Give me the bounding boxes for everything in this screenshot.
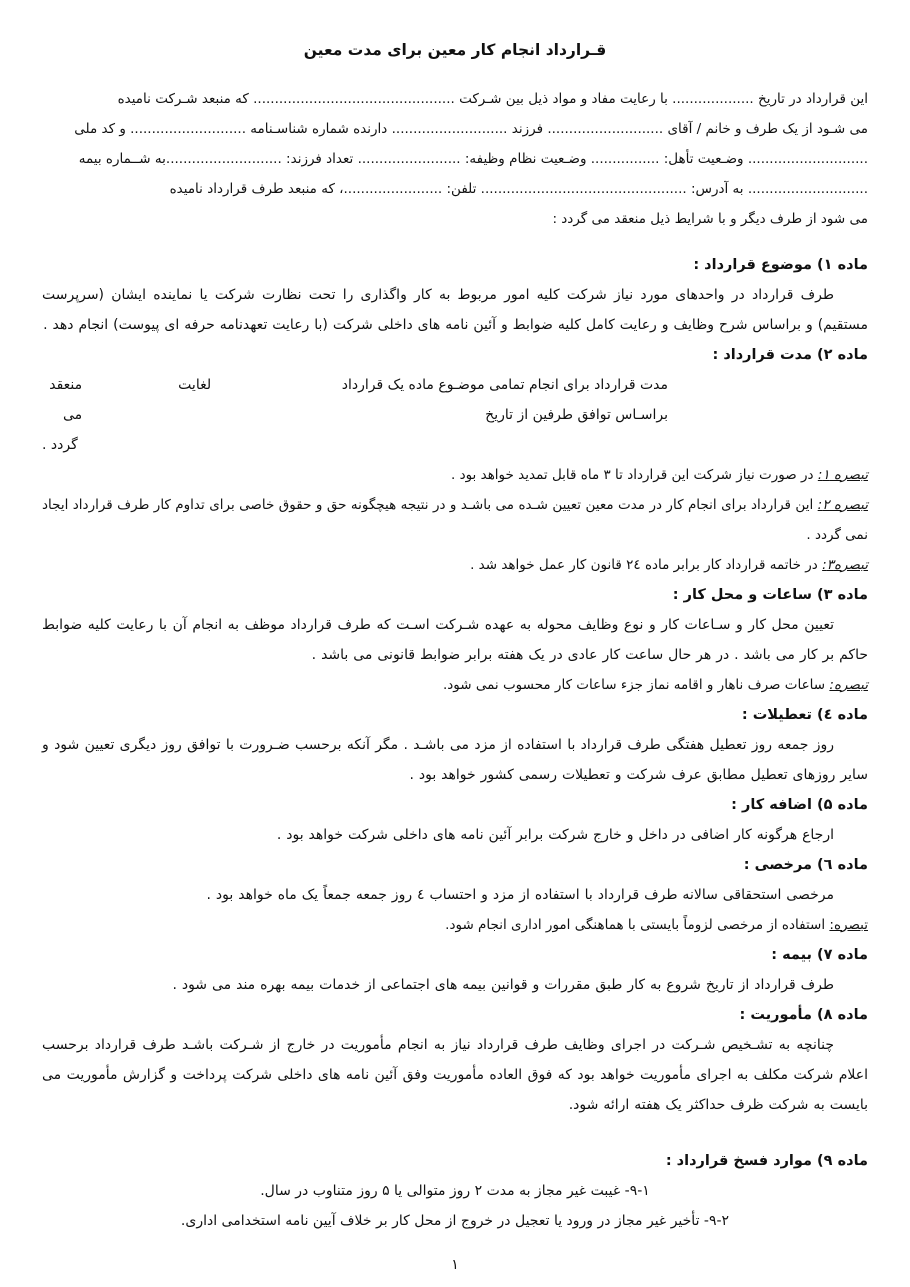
note-1-label: تبصره ۱:	[817, 466, 868, 483]
article-5-heading: ماده ۵) اضافه کار :	[731, 796, 868, 813]
note-3	[42, 550, 868, 580]
note-article-6	[42, 910, 868, 940]
note-2-text: این قرارداد برای انجام کار در مدت معین تعیین شـده می باشـد و در نتیجه هیچگونه حق و حقوق خاصی برای تداوم کار طرف قرارداد ایجاد نمی گردد .	[42, 496, 868, 543]
article-9-item-2: ۹-۲- تأخیر غیر مجاز در ورود یا تعجیل در خروج از محل کار بر خلاف آیین نامه استخدامی اداری.	[180, 1212, 730, 1229]
note-article-3-text: ساعات صرف ناهار و اقامه نماز جزء ساعات کار محسوب نمی شود.	[442, 676, 830, 693]
preamble-line-3: ............................ وضـعیت تأهل: ................ وضـعیت نظام وظیفه: ........................ تعداد فرزند: ...........................به شــماره بیمه	[78, 150, 868, 167]
spacer	[42, 234, 868, 250]
article-2-duration-line	[42, 370, 868, 430]
note-2-label: تبصره ۲:	[817, 496, 868, 513]
preamble-line-4: ............................ به آدرس: ................................................ تلفن: .......................، که منبعد طرف قرارداد نامیده	[169, 180, 868, 197]
article-7-body: طرف قرارداد از تاریخ شروع به کار طبق مقررات و قوانین بیمه های اجتماعی از خدمات بیمه بهره مند می شود .	[172, 976, 834, 993]
article-8-body: چنانچه به تشـخیص شـرکت در اجرای وظایف طرف قرارداد نیاز به انجام مأموریت در خارج از شـرکت باشـد طرف قرارداد برحسب اعلام شرکت مکلف به اجرای مأموریت خواهد بود که فوق العاده مأموریت وفق آئین نامه های داخلی شرکت پرداخت و گزارش مأموریت می بایست به شرکت ظرف حداکثر یک هفته ارائه شود.	[42, 1036, 868, 1113]
note-article-6-text: استفاده از مرخصی لزوماً بایستی با هماهنگی امور اداری انجام شود.	[445, 916, 830, 933]
article-2-segment-2: لغایت	[178, 376, 212, 393]
article-3-heading: ماده ۳) ساعات و محل کار :	[672, 586, 868, 603]
article-2-heading: ماده ۲) مدت قرارداد :	[712, 346, 868, 363]
spacer	[42, 1120, 868, 1146]
article-1-heading: ماده ۱) موضوع قرارداد :	[693, 256, 868, 273]
preamble-block	[42, 84, 868, 234]
page-title: قـرارداد انجام کار معین برای مدت معین	[303, 41, 607, 59]
article-2-segment-1: مدت قرارداد برای انجام تمامی موضـوع ماده یک قرارداد براسـاس توافق طرفین از تاریخ	[341, 376, 668, 423]
article-4-heading: ماده ٤) تعطیلات :	[741, 706, 868, 723]
article-1-body: طرف قرارداد در واحدهای مورد نیاز شرکت کلیه امور مربوط به کار واگذاری را تحت نظارت شرکت یا نماینده ایشان (سرپرست مستقیم) و براساس شرح وظایف و رعایت کامل کلیه ضوابط و آئین نامه های داخلی شرکت (با رعایت تعهدنامه حرفه ای پیوست) انجام دهد .	[42, 286, 868, 333]
note-article-3	[42, 670, 868, 700]
note-1-text: در صورت نیاز شرکت این قرارداد تا ۳ ماه قابل تمدید خواهد بود .	[450, 466, 818, 483]
preamble-line-5: می شود از طرف دیگر و با شرایط ذیل منعقد می گردد :	[552, 210, 868, 227]
page-number: ۱	[451, 1257, 459, 1273]
article-3-body: تعیین محل کار و سـاعات کار و نوع وظایف محوله به عهده شـرکت اسـت که طرف قرارداد موظف به انجام آن با رعایت کلیه ضوابط حاکم بر کار می باشد . در هر حال ساعت کار عادی در یک هفته برابر ضوابط قانونی می باشد .	[42, 616, 868, 663]
article-9-item-1: ۹-۱- غیبت غیر مجاز به مدت ۲ روز متوالی یا ۵ روز متناوب در سال.	[260, 1182, 650, 1199]
note-3-label: تبصره۳:	[822, 556, 868, 573]
note-article-3-label: تبصره:	[829, 676, 868, 693]
article-2-segment-3: منعقد می	[49, 376, 83, 423]
note-article-6-label: تبصره:	[829, 916, 868, 933]
article-8-heading: ماده ۸) مأموریت :	[739, 1006, 868, 1023]
article-2-body-tail: گردد .	[42, 436, 78, 453]
note-3-text: در خاتمه قرارداد کار برابر ماده ۲٤ قانون کار عمل خواهد شد .	[470, 556, 823, 573]
article-4-body: روز جمعه روز تعطیل هفتگی طرف قرارداد با استفاده از مزد می باشـد . مگر آنکه برحسب ضـرورت با توافق روز دیگری تعیین شود و سایر روزهای تعطیل مطابق عرف شرکت و تعطیلات رسمی کشور خواهد بود .	[42, 736, 868, 783]
article-6-body: مرخصی استحقاقی سالانه طرف قرارداد با استفاده از مزد و احتساب ٤ روز جمعه جمعاً یک ماه خواهد بود .	[206, 886, 834, 903]
preamble-line-1: این قرارداد در تاریخ ................... با رعایت مفاد و مواد ذیل بین شـرکت ............................................... که منبعد شـرکت نامیده	[117, 90, 868, 107]
article-6-heading: ماده ٦) مرخصی :	[743, 856, 868, 873]
note-2	[42, 490, 868, 550]
preamble-line-2: می شـود از یک طرف و خانم / آقای ........................... فرزند ........................... دارنده شماره شناسـنامه ........................... و کد ملی	[74, 120, 868, 137]
article-7-heading: ماده ۷) بیمه :	[771, 946, 868, 963]
article-5-body: ارجاع هرگونه کار اضافی در داخل و خارج شرکت برابر آئین نامه های داخلی شرکت خواهد بود .	[276, 826, 834, 843]
note-1	[42, 460, 868, 490]
article-9-heading: ماده ۹) موارد فسخ قرارداد :	[665, 1152, 868, 1169]
